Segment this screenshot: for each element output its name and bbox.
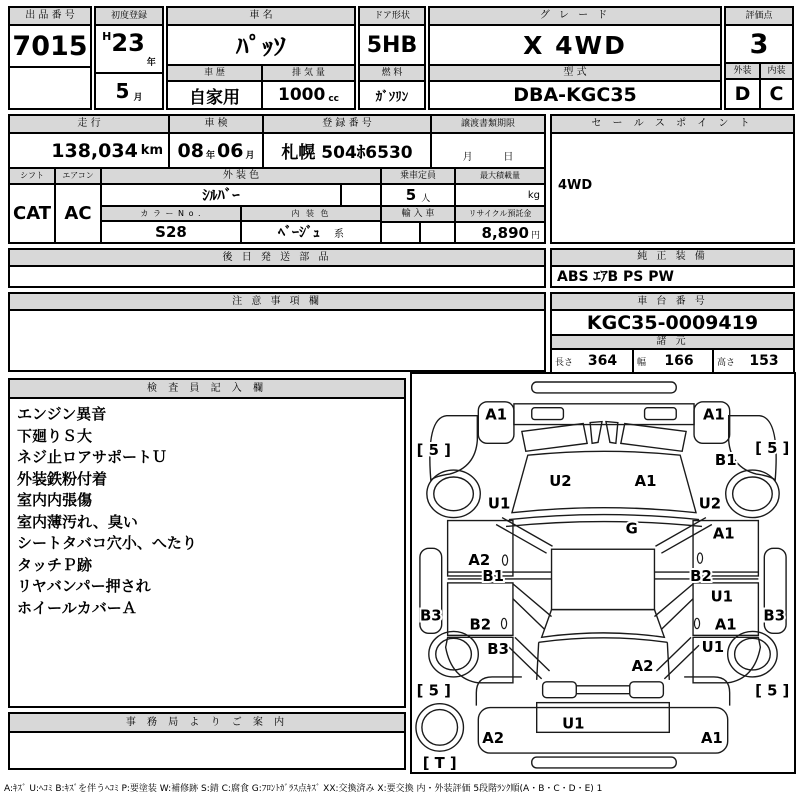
inspector-note-line: 外装鉄粉付着	[17, 469, 108, 488]
month-unit: 月	[133, 93, 143, 103]
year-unit: 年	[146, 58, 156, 68]
specs-row	[552, 348, 793, 372]
capacity-unit: 人	[421, 193, 431, 204]
inspection-year-unit: 年	[205, 151, 215, 162]
interior-grade-cell	[759, 64, 792, 108]
import-car-cells	[382, 221, 454, 242]
damage-code-label: A1	[700, 730, 723, 748]
transfer-day-label: 日	[503, 152, 514, 164]
damage-code-label: A2	[482, 730, 505, 748]
car-name-value: ﾊﾟｯｿ	[235, 32, 286, 61]
inspector-note-line: エンジン異音	[17, 405, 107, 423]
chassis-number-value: KGC35-0009419	[586, 311, 759, 334]
door-shape-box	[358, 6, 426, 110]
displacement-unit: cc	[328, 94, 339, 104]
registration-number-cell	[262, 116, 430, 167]
interior-color-value	[240, 222, 380, 242]
inspector-notes-header: 検 査 員 記 入 欄	[10, 380, 404, 399]
spec-width-label: 幅	[637, 357, 647, 368]
capacity-value	[382, 185, 454, 205]
office-notice-header: 事 務 局 よ り ご 案 内	[10, 714, 404, 733]
history-header: 車 歴	[168, 66, 261, 82]
inspector-note-line: 室内内張傷	[17, 491, 93, 509]
displacement-header: 排 気 量	[263, 66, 354, 82]
shift-cell	[10, 169, 54, 242]
ext-int-grades-row	[726, 62, 792, 108]
history-displacement-row	[168, 64, 354, 108]
exterior-color-row	[102, 185, 380, 205]
displacement-value	[263, 82, 354, 108]
damage-code-label: B3	[487, 641, 509, 659]
registration-details-table	[8, 114, 546, 244]
transfer-deadline-cell	[430, 116, 544, 167]
aircon-header: エアコン	[56, 169, 100, 185]
inspector-note-line: 下廻りＳ大	[17, 426, 93, 445]
first-registration-year	[96, 26, 162, 72]
exterior-color-empty-cell	[340, 185, 380, 205]
import-car-empty-2	[419, 223, 454, 242]
factory-equipment-header: 純 正 装 備	[552, 250, 793, 267]
damage-code-label: A1	[702, 406, 725, 424]
damage-code-label: [ T ]	[422, 754, 457, 772]
interior-value: C	[769, 83, 784, 105]
exterior-header: 外装	[726, 64, 759, 80]
spec-width-cell	[632, 350, 712, 372]
displacement-cell	[261, 66, 354, 108]
damage-code-label: U1	[487, 495, 511, 513]
registration-number-header: 登 録 番 号	[264, 116, 430, 134]
lot-number-box	[8, 6, 92, 110]
car-name-header: 車 名	[168, 8, 354, 26]
office-notice-box	[8, 712, 406, 770]
damage-code-label: A1	[714, 616, 737, 634]
door-shape-value: 5HB	[366, 32, 418, 58]
damage-code-label: [ 5 ]	[755, 440, 790, 458]
score-box	[724, 6, 794, 110]
inspector-note-line: ネジ止ロアサポートＵ	[17, 448, 168, 466]
colorno-intcolor-values	[102, 220, 380, 242]
car-name-box	[166, 6, 356, 110]
damage-code-label: [ 5 ]	[416, 682, 451, 700]
inspection-month: 06	[217, 139, 244, 162]
spec-length-cell	[552, 350, 632, 372]
shift-value: CAT	[12, 203, 52, 225]
first-registration-header: 初度登録	[96, 8, 162, 26]
spec-height-value: 153	[749, 353, 779, 369]
lot-number-empty-cell	[10, 66, 90, 108]
mileage-value	[10, 134, 168, 167]
mileage-row	[10, 116, 544, 167]
damage-code-label: U1	[710, 588, 733, 606]
caution-header: 注 意 事 項 欄	[10, 294, 544, 311]
inspector-note-line: シートタバコ穴小、へたり	[17, 534, 197, 552]
fuel-value: ｶﾞｿﾘﾝ	[375, 89, 409, 105]
model-code-cell	[430, 64, 720, 108]
grade-header: グ レ ー ド	[430, 8, 720, 26]
recycle-number: 8,890	[481, 223, 529, 242]
damage-code-label: [ 5 ]	[416, 442, 451, 460]
max-load-value: kg	[527, 189, 540, 201]
damage-code-label: A2	[631, 657, 654, 675]
factory-equipment-box	[550, 248, 795, 288]
mileage-cell	[10, 116, 168, 167]
later-shipped-parts-box	[8, 248, 546, 288]
damage-code-label: G	[625, 520, 638, 538]
inspection-value	[170, 134, 262, 167]
grade-box	[428, 6, 722, 110]
inspection-header: 車 検	[170, 116, 262, 134]
interior-color-name: ﾍﾞｰｼﾞｭ	[278, 225, 320, 242]
car-damage-diagram	[412, 374, 794, 772]
mileage-number: 138,034	[51, 139, 138, 162]
mileage-unit: km	[140, 143, 163, 159]
inspection-year: 08	[177, 139, 204, 162]
inspector-note-line: リヤバンパー押され	[17, 577, 151, 595]
damage-code-label: A2	[468, 552, 491, 570]
caution-value	[10, 311, 544, 370]
exterior-grade-cell	[726, 64, 759, 108]
lot-number-header: 出 品 番 号	[10, 8, 90, 26]
exterior-value: D	[734, 83, 751, 105]
sales-point-box	[550, 114, 795, 244]
first-registration-box	[94, 6, 164, 110]
recycle-unit: 円	[530, 231, 540, 242]
score-value: 3	[749, 28, 769, 60]
model-code-value: DBA-KGC35	[513, 84, 637, 106]
lot-number-value: 7015	[12, 30, 88, 62]
damage-code-labels	[417, 407, 790, 772]
era-label: H	[102, 30, 112, 43]
capacity-group	[380, 169, 454, 242]
exterior-color-header: 外 装 色	[102, 169, 380, 185]
later-shipped-parts-value	[10, 267, 544, 286]
color-equipment-row	[10, 167, 544, 242]
damage-code-label: U2	[549, 472, 572, 490]
later-shipped-parts-header: 後 日 発 送 部 品	[10, 250, 544, 267]
month-value: 5	[115, 79, 130, 103]
recycle-header: リサイクル預託金	[456, 205, 544, 221]
capacity-header: 乗車定員	[382, 169, 454, 185]
inspection-month-unit: 月	[245, 151, 255, 162]
damage-code-label: B2	[469, 616, 492, 634]
interior-color-suffix: 系	[334, 228, 344, 240]
damage-code-label: U1	[701, 639, 725, 657]
import-car-header: 輸 入 車	[382, 205, 454, 221]
door-shape-header: ドア形状	[360, 8, 424, 26]
inspector-notes-list	[10, 399, 404, 706]
damage-code-label: B3	[763, 607, 786, 625]
damage-code-legend: A:ｷｽﾞ U:ﾍｺﾐ B:ｷｽﾞを伴うﾍｺﾐ P:要塗装 W:補修跡 S:錆 C:腐食 G:ﾌﾛﾝﾄｶﾞﾗｽ点ｷｽﾞ XX:交換済み X:要交換 内・外装評価 5段階ﾗﾝｸ順(A・B・C・D・E) 1	[4, 784, 603, 794]
office-notice-value	[10, 733, 404, 768]
grade-value: X 4WD	[523, 30, 627, 60]
specs-header: 諸 元	[552, 334, 793, 348]
aircon-cell	[54, 169, 100, 242]
car-outline-shapes	[416, 382, 786, 768]
spec-width-value: 166	[664, 353, 694, 369]
fuel-header: 燃 料	[360, 66, 424, 82]
load-recycle-group	[454, 169, 544, 242]
chassis-specs-box	[550, 292, 795, 374]
damage-code-label: B1	[714, 452, 737, 470]
history-cell	[168, 66, 261, 108]
history-value: 自家用	[189, 87, 240, 108]
color-no-header: カ ラ ー N o .	[102, 207, 240, 221]
year-value: 23	[111, 29, 145, 57]
fuel-cell	[360, 64, 424, 108]
max-load-header: 最大積載量	[456, 169, 544, 185]
colors-group	[100, 169, 380, 242]
inspection-expiry-cell	[168, 116, 262, 167]
inspector-note-line: タッチＰ跡	[17, 555, 93, 574]
sales-point-value: 4WD	[558, 178, 593, 193]
damage-code-label: A1	[485, 406, 508, 424]
inspector-note-line: 室内薄汚れ、臭い	[17, 512, 138, 531]
shift-header: シフト	[10, 169, 54, 185]
sales-point-header: セ ー ル ス ポ イ ン ト	[552, 116, 793, 134]
interior-header: 内装	[761, 64, 792, 80]
damage-diagram-box	[410, 372, 796, 774]
damage-code-label: U1	[562, 715, 585, 733]
interior-color-header: 内 装 色	[240, 207, 380, 221]
score-header: 評価点	[726, 8, 792, 26]
factory-equipment-value: ABS ｴｱB PS PW	[557, 269, 674, 286]
transfer-deadline-value	[432, 134, 544, 167]
registration-number-value: 札幌 504ﾎ6530	[281, 143, 413, 164]
aircon-value: AC	[64, 203, 92, 225]
colorno-intcolor-headers	[102, 205, 380, 221]
damage-code-label: B3	[419, 607, 442, 625]
spec-length-label: 長さ	[555, 357, 574, 368]
damage-code-label: A1	[634, 472, 657, 490]
transfer-deadline-header: 譲渡書類期限	[432, 116, 544, 134]
inspector-notes-box	[8, 378, 406, 708]
spec-length-value: 364	[587, 353, 618, 369]
damage-code-label: B2	[690, 567, 712, 585]
displacement-number: 1000	[278, 85, 326, 105]
damage-code-label: U2	[698, 495, 722, 513]
capacity-number: 5	[405, 186, 417, 205]
damage-code-label: A1	[712, 525, 735, 543]
inspector-note-line: ホイールカバーＡ	[17, 598, 137, 617]
exterior-color-value: ｼﾙﾊﾞｰ	[202, 186, 240, 205]
damage-code-label: B1	[482, 567, 504, 585]
import-car-empty-1	[382, 223, 419, 242]
caution-box	[8, 292, 546, 372]
recycle-value	[456, 221, 544, 242]
mileage-header: 走 行	[10, 116, 168, 134]
color-no-value: S28	[155, 223, 187, 242]
first-registration-month	[96, 72, 162, 108]
damage-code-label: [ 5 ]	[755, 682, 790, 700]
sales-point-body	[552, 134, 793, 238]
transfer-month-label: 月	[462, 152, 473, 164]
spec-height-label: 高さ	[717, 357, 736, 368]
spec-height-cell	[712, 350, 793, 372]
model-code-header: 型 式	[430, 66, 720, 82]
chassis-number-header: 車 台 番 号	[552, 294, 793, 311]
